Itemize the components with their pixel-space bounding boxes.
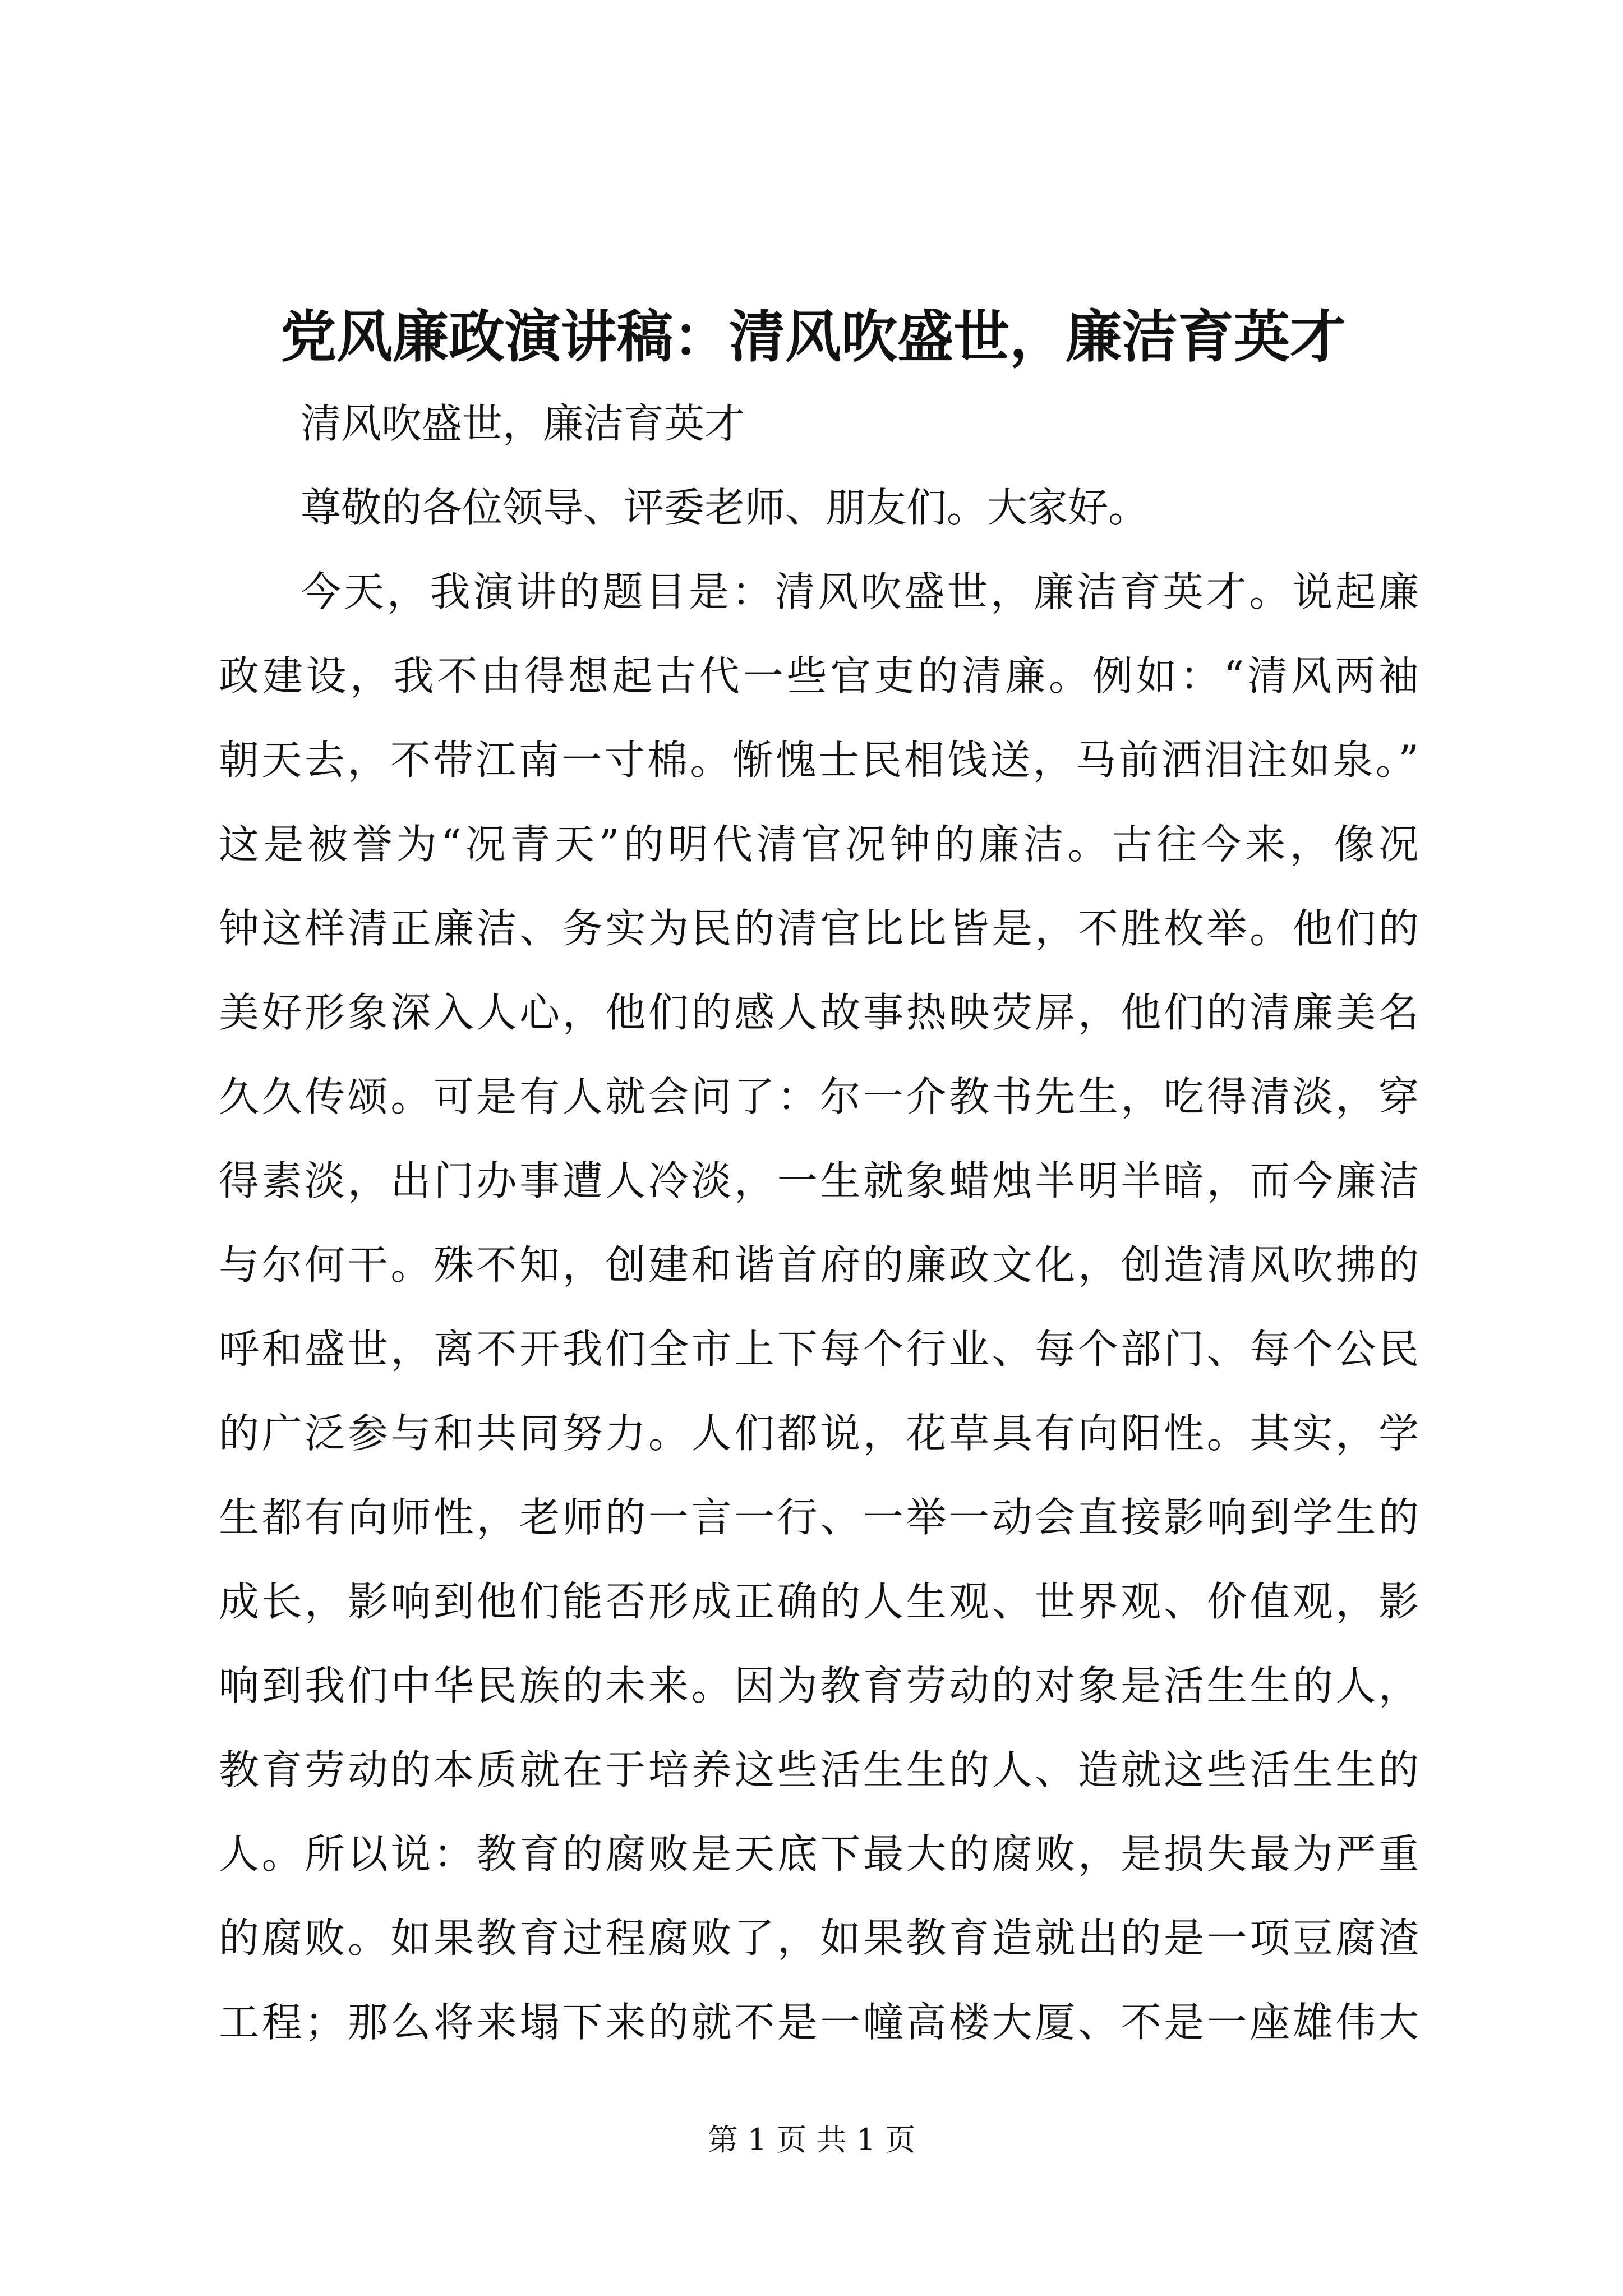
document-body [219,381,1419,2064]
paragraph-line: 得素淡，出门办事遭人冷淡，一生就象蜡烛半明半暗，而今廉洁 [219,1157,1419,1204]
paragraph-line: 的广泛参与和共同努力。人们都说，花草具有向阳性。其实，学 [219,1410,1419,1457]
paragraph-line: 今天，我演讲的题目是：清风吹盛世，廉洁育英才。说起廉 [301,568,1419,615]
paragraph-line: 成长，影响到他们能否形成正确的人生观、世界观、价值观，影 [219,1578,1419,1625]
document-title: 党风廉政演讲稿：清风吹盛世，廉洁育英才 [280,303,1346,370]
paragraph-line: 与尔何干。殊不知，创建和谐首府的廉政文化，创造清风吹拂的 [219,1241,1419,1289]
paragraph-line: 工程；那么将来塌下来的就不是一幢高楼大厦、不是一座雄伟大 [219,1999,1419,2046]
paragraph-line: 的腐败。如果教育过程腐败了，如果教育造就出的是一项豆腐渣 [219,1915,1419,1962]
speech-subtitle: 清风吹盛世，廉洁育英才 [301,400,745,447]
paragraph-line: 响到我们中华民族的未来。因为教育劳动的对象是活生生的人， [219,1662,1419,1709]
speech-greeting: 尊敬的各位领导、评委老师、朋友们。大家好。 [301,484,1149,531]
paragraph-line: 久久传颂。可是有人就会问了：尔一介教书先生，吃得清淡，穿 [219,1073,1419,1120]
paragraph-line: 钟这样清正廉洁、务实为民的清官比比皆是，不胜枚举。他们的 [219,905,1419,952]
paragraph-line: 这是被誉为“况青天”的明代清官况钟的廉洁。古往今来，像况 [219,821,1419,868]
paragraph-line: 朝天去，不带江南一寸棉。惭愧士民相饯送，马前洒泪注如泉。” [219,737,1419,784]
paragraph-line: 教育劳动的本质就在于培养这些活生生的人、造就这些活生生的 [219,1746,1419,1793]
paragraph-line: 生都有向师性，老师的一言一行、一举一动会直接影响到学生的 [219,1494,1419,1541]
paragraph-line: 人。所以说：教育的腐败是天底下最大的腐败，是损失最为严重 [219,1830,1419,1878]
page-footer: 第 1 页 共 1 页 [707,2122,916,2157]
paragraph-line: 政建设，我不由得想起古代一些官吏的清廉。例如：“清风两袖 [219,652,1419,700]
paragraph-line: 呼和盛世，离不开我们全市上下每个行业、每个部门、每个公民 [219,1326,1419,1373]
body-paragraph [219,550,1419,2064]
paragraph-line: 美好形象深入人心，他们的感人故事热映荧屏，他们的清廉美名 [219,989,1419,1036]
